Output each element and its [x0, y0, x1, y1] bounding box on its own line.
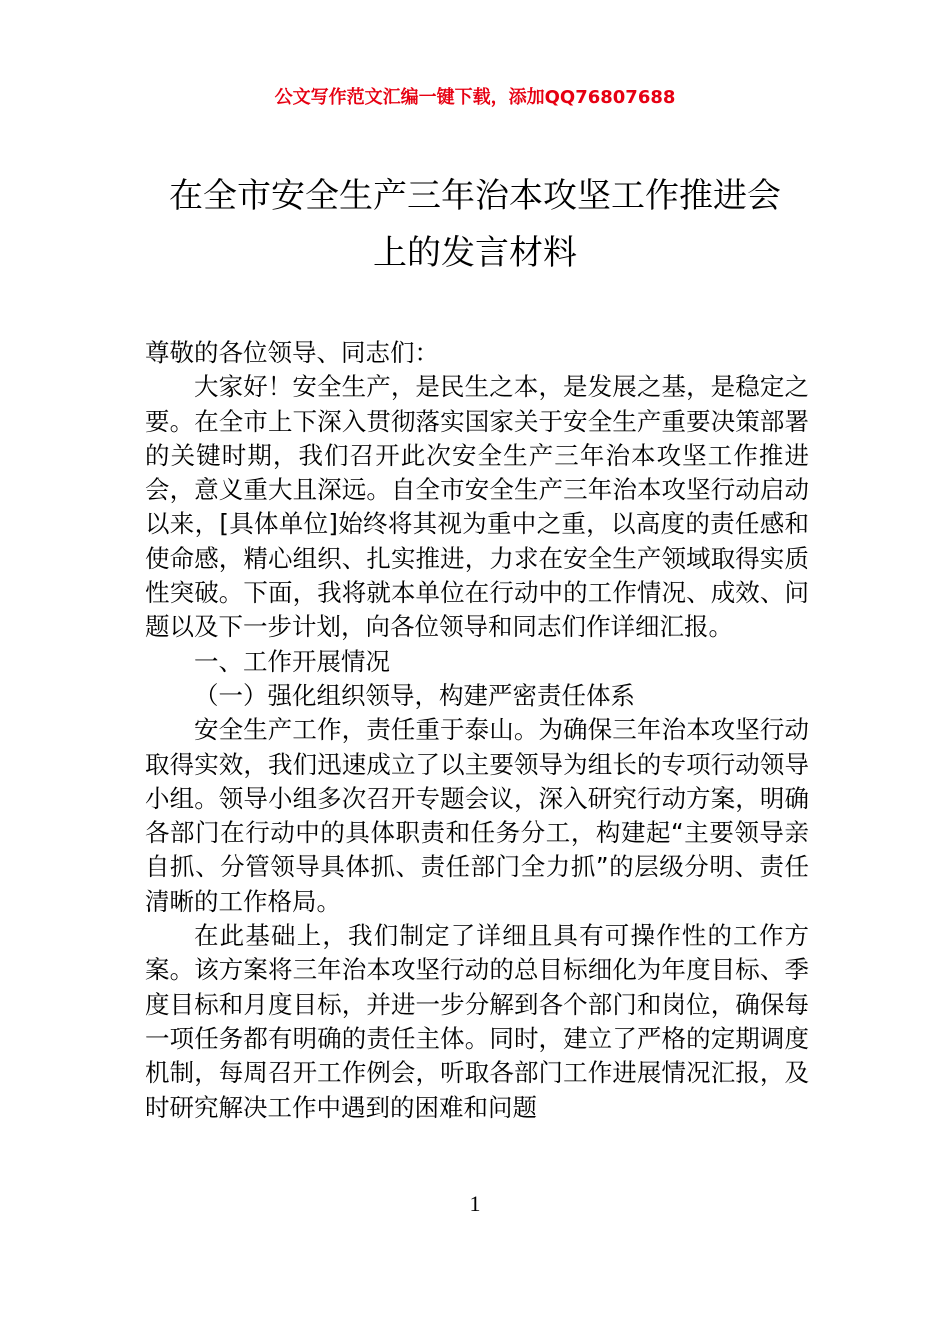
paragraph-opening: 大家好！安全生产，是民生之本，是发展之基，是稳定之要。在全市上下深入贯彻落实国家关于安全生产重要决策部署的关键时期，我们召开此次安全生产三年治本攻坚工作推进会，意义重大且深远。自全市安全生产三年治本攻坚行动启动以来，[具体单位]始终将其视为重中之重，以高度的责任感和使命感，精心组织、扎实推进，力求在安全生产领域取得实质性突破。下面，我将就本单位在行动中的工作情况、成效、问题以及下一步计划，向各位领导和同志们作详细汇报。	[145, 372, 809, 642]
paragraph-organization: 安全生产工作，责任重于泰山。为确保三年治本攻坚行动取得实效，我们迅速成立了以主要领导为组长的专项行动领导小组。领导小组多次召开专题会议，深入研究行动方案，明确各部门在行动中的具体职责和任务分工，构建起“主要领导亲自抓、分管领导具体抓、责任部门全力抓”的层级分明、责任清晰的工作格局。	[145, 715, 809, 916]
subsection-heading: （一）强化组织领导，构建严密责任体系	[194, 680, 635, 710]
document-body	[145, 336, 809, 1125]
section-heading: 一、工作开展情况	[194, 646, 390, 676]
document-title	[100, 168, 850, 282]
download-notice: 公文写作范文汇编一键下载，添加QQ76807688	[274, 87, 676, 108]
salutation: 尊敬的各位领导、同志们：	[145, 338, 439, 367]
page-number: 1	[469, 1191, 481, 1216]
title-line-2: 上的发言材料	[373, 233, 577, 273]
title-line-1: 在全市安全生产三年治本攻坚工作推进会	[169, 176, 781, 216]
paragraph-plan: 在此基础上，我们制定了详细且具有可操作性的工作方案。该方案将三年治本攻坚行动的总目标细化为年度目标、季度目标和月度目标，并进一步分解到各个部门和岗位，确保每一项任务都有明确的责任主体。同时，建立了严格的定期调度机制，每周召开工作例会，听取各部门工作进展情况汇报，及时研究解决工作中遇到的困难和问题	[145, 921, 809, 1122]
